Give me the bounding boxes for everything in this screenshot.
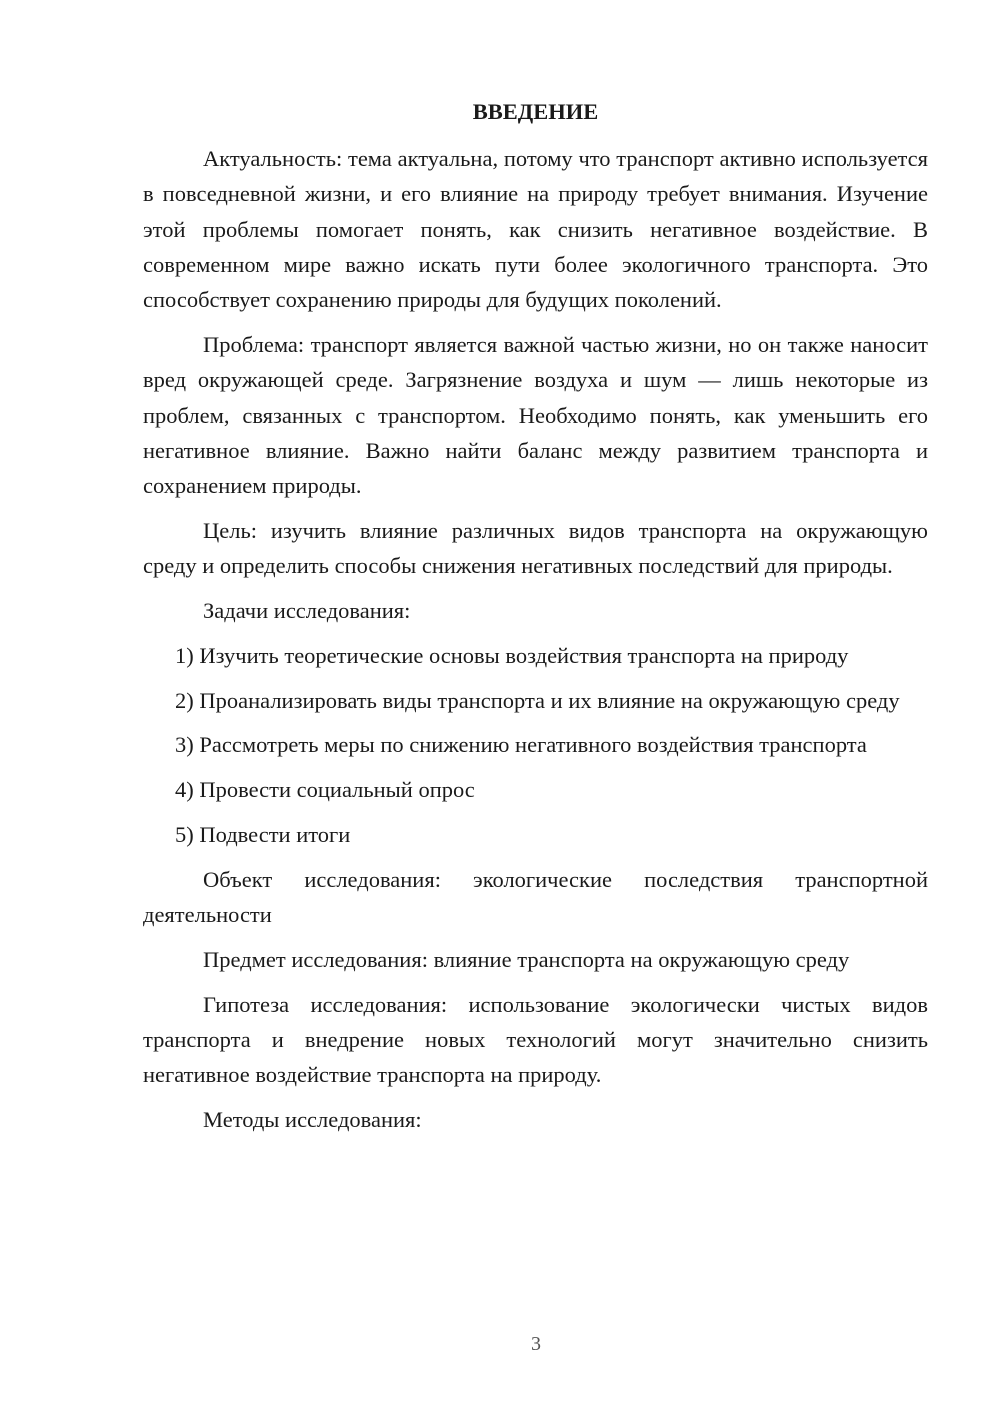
task-item: 3) Рассмотреть меры по снижению негативного воздействия транспорта bbox=[175, 732, 867, 758]
methods-heading: Методы исследования: bbox=[203, 1107, 422, 1133]
object-paragraph: Объект исследования: экологические последствия транспортной деятельности bbox=[143, 866, 928, 928]
task-item: 4) Провести социальный опрос bbox=[175, 777, 475, 803]
section-title: ВВЕДЕНИЕ bbox=[472, 99, 599, 124]
page-content bbox=[143, 94, 928, 1147]
relevance-paragraph: Актуальность: тема актуальна, потому что транспорт активно используется в повседневной жизни, и его влияние на природу требует внимания. Изучение этой проблемы помогает понять, как снизить негативное воздействие. В современном мире важно искать пути более экологичного транспорта. Это способствует сохранению природы для будущих поколений. bbox=[143, 146, 928, 313]
goal-paragraph: Цель: изучить влияние различных видов транспорта на окружающую среду и определить способы снижения негативных последствий для природы. bbox=[143, 517, 928, 579]
problem-paragraph: Проблема: транспорт является важной частью жизни, но он также наносит вред окружающей среде. Загрязнение воздуха и шум — лишь некоторые из проблем, связанных с транспортом. Необходимо понять, как уменьшить его негативное влияние. Важно найти баланс между развитием транспорта и сохранением природы. bbox=[143, 331, 928, 499]
task-item: 2) Проанализировать виды транспорта и их влияние на окружающую среду bbox=[175, 687, 900, 713]
tasks-heading: Задачи исследования: bbox=[203, 598, 411, 624]
task-item: 5) Подвести итоги bbox=[175, 822, 351, 848]
hypothesis-paragraph: Гипотеза исследования: использование экологически чистых видов транспорта и внедрение новых технологий могут значительно снизить негативное воздействие транспорта на природу. bbox=[143, 991, 928, 1088]
subject-paragraph: Предмет исследования: влияние транспорта на окружающую среду bbox=[203, 946, 850, 972]
task-item: 1) Изучить теоретические основы воздействия транспорта на природу bbox=[175, 642, 849, 668]
page-number: 3 bbox=[531, 1333, 541, 1355]
